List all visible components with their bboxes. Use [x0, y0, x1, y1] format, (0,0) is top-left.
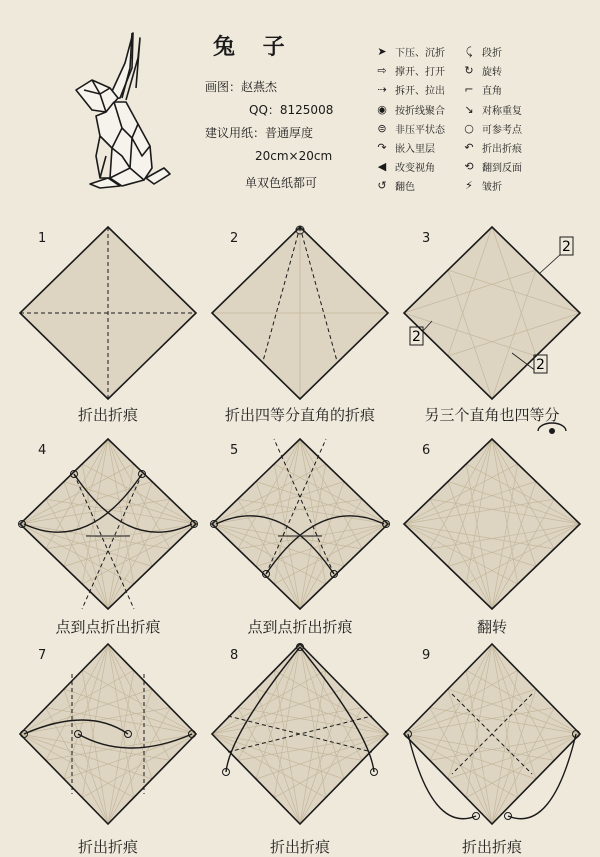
legend-item — [462, 121, 522, 136]
legend-label: 撑开、打开 — [395, 67, 445, 79]
squash-fold-icon: ⇨ — [377, 64, 387, 78]
author-label: 画图：赵燕杰 — [205, 80, 278, 94]
legend-item — [375, 102, 445, 117]
step-number: 6 — [422, 443, 431, 458]
change-view-icon: ◀ — [377, 160, 387, 174]
fold-diagram-step — [20, 439, 196, 609]
legend-label: 嵌入里层 — [395, 144, 435, 155]
right-angle-icon: ⌐ — [464, 83, 474, 97]
fold-diagram-step — [404, 227, 580, 399]
insert-layer-icon: ↷ — [377, 141, 387, 154]
qq-label: QQ：8125008 — [249, 103, 334, 117]
legend-item — [462, 63, 502, 78]
crease-align-icon: ◉ — [377, 102, 387, 116]
legend-item — [375, 178, 415, 193]
fold-diagram-step — [212, 227, 388, 399]
step-number: 4 — [38, 443, 47, 458]
legend-label: 对称重复 — [482, 105, 522, 117]
step-caption: 折出折痕 — [77, 838, 138, 856]
paper-label: 建议用纸：普通厚度 — [205, 126, 314, 140]
legend-label: 翻到反面 — [482, 163, 522, 175]
step-number: 7 — [38, 648, 47, 663]
pull-out-icon: ⇢ — [377, 83, 387, 97]
legend-item — [375, 44, 445, 59]
valley-fold-arrow-icon: ➤ — [377, 45, 387, 58]
reference-point-icon: ○ — [464, 121, 474, 135]
step-label: 2 — [562, 239, 571, 255]
legend-item — [375, 159, 435, 174]
legend-item — [462, 178, 502, 193]
legend-label: 旋转 — [482, 67, 502, 79]
step-caption: 翻转 — [476, 618, 507, 636]
legend-item — [462, 159, 522, 174]
legend-label: 翻色 — [395, 182, 415, 194]
step-caption: 折出折痕 — [461, 838, 522, 856]
no-flatten-icon: ⊜ — [377, 121, 387, 135]
paper-type-label: 单双色纸都可 — [245, 176, 318, 190]
legend-item — [375, 121, 445, 136]
symmetric-repeat-icon: ↘ — [464, 102, 474, 116]
legend-label: 直角 — [482, 86, 502, 98]
legend-item — [462, 44, 502, 59]
crimp-fold-icon: ⚡ — [465, 179, 473, 193]
step-number: 3 — [422, 231, 431, 246]
legend-item — [462, 140, 522, 155]
step-caption: 折出四等分直角的折痕 — [224, 406, 375, 424]
step-number: 2 — [230, 231, 239, 246]
fold-diagram-step — [212, 644, 388, 824]
size-label: 20cm×20cm — [255, 149, 333, 163]
legend-label: 折出折痕 — [482, 144, 522, 155]
step-caption: 点到点折出折痕 — [55, 618, 161, 636]
legend-label: 拆开、拉出 — [395, 86, 445, 98]
step-number: 1 — [38, 231, 47, 246]
fold-diagram-step — [404, 644, 580, 824]
pleat-fold-icon: ⤹ — [465, 44, 473, 58]
flip-over-icon: ⟲ — [464, 160, 474, 174]
legend-label: 皱折 — [482, 182, 502, 194]
fold-diagram-step — [212, 439, 388, 609]
fold-diagram-step — [404, 439, 580, 609]
step-caption: 折出折痕 — [77, 406, 138, 424]
legend-item — [375, 140, 435, 155]
fold-diagram-step — [20, 227, 196, 399]
legend-label: 可参考点 — [482, 124, 522, 136]
legend-label: 改变视角 — [395, 163, 435, 175]
legend-item — [375, 63, 445, 78]
step-number: 5 — [230, 443, 239, 458]
rabbit-illustration — [70, 28, 180, 193]
step-caption: 折出折痕 — [269, 838, 330, 856]
step-label: 2 — [412, 329, 421, 345]
step-label: 2 — [536, 357, 545, 373]
legend-label: 非压平状态 — [395, 124, 445, 136]
step-caption: 另三个直角也四等分 — [424, 406, 560, 424]
legend-label: 段折 — [482, 48, 502, 59]
color-change-icon: ↺ — [377, 179, 387, 193]
step-number: 8 — [230, 648, 239, 663]
legend-item — [462, 102, 522, 117]
rotate-icon: ↻ — [464, 64, 474, 78]
fold-diagram-step — [20, 644, 196, 824]
step-caption: 点到点折出折痕 — [247, 618, 353, 636]
step-number: 9 — [422, 648, 431, 663]
crease-icon: ↶ — [464, 141, 474, 154]
legend-item — [462, 82, 502, 97]
legend-label: 下压、沉折 — [395, 48, 445, 59]
page-title: 兔 子 — [213, 35, 295, 60]
legend-label: 按折线聚合 — [395, 105, 445, 117]
legend-item — [375, 82, 445, 97]
